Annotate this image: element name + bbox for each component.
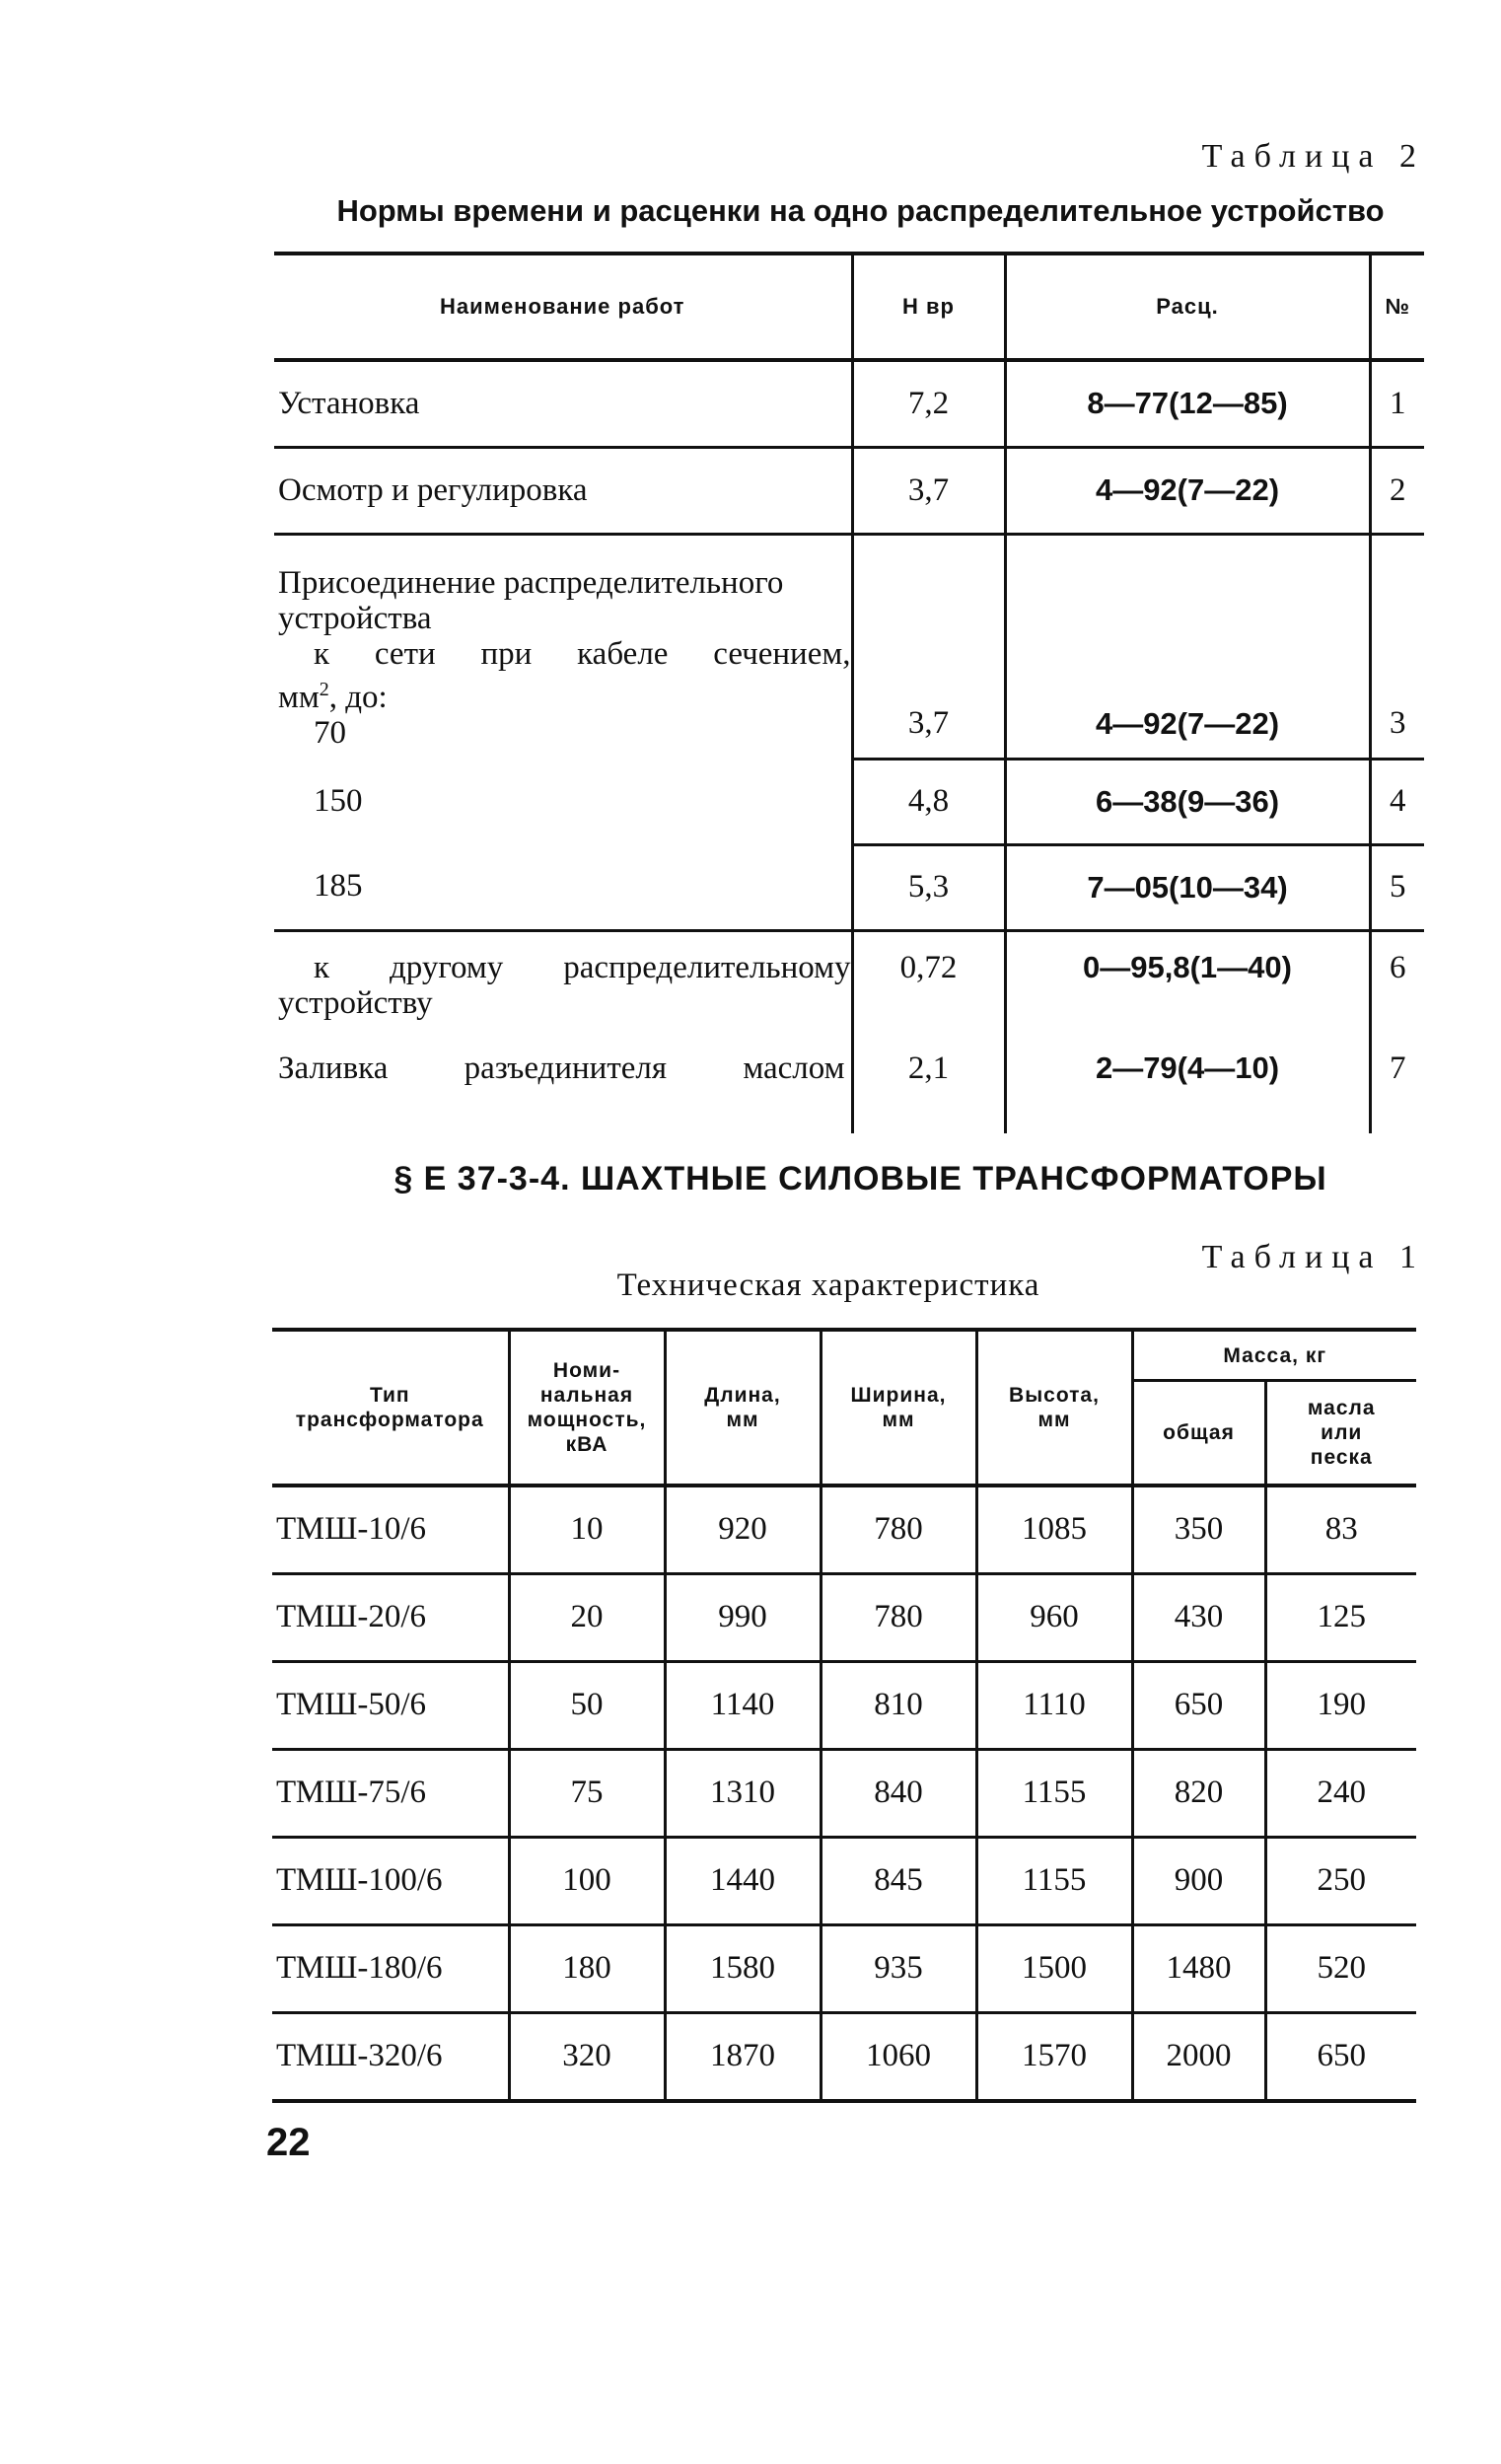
length-value: 920 — [665, 1486, 821, 1574]
width-value: 780 — [821, 1486, 976, 1574]
table1-label: Таблица 1 — [1201, 1239, 1425, 1275]
work-name-line2: устройству — [278, 984, 433, 1021]
section-heading: § Е 37-3-4. ШАХТНЫЕ СИЛОВЫЕ ТРАНСФОРМАТОРЫ — [393, 1160, 1327, 1197]
table-row — [272, 1486, 1416, 1574]
mass-total-value: 350 — [1132, 1486, 1265, 1574]
group-sub-line2 — [278, 672, 851, 715]
work-name: Установка — [274, 360, 852, 447]
transformer-type: ТМШ-180/6 — [272, 1924, 509, 2012]
header-line: мощность, — [527, 1408, 647, 1431]
unit-superscript: 2 — [319, 679, 329, 700]
col-header-mass-total: общая — [1132, 1381, 1265, 1486]
table2-label: Таблица 2 — [1201, 138, 1425, 175]
mass-oil-value: 125 — [1265, 1573, 1416, 1661]
norm-time: 0,72 — [852, 930, 1005, 1051]
norm-time: 7,2 — [852, 360, 1005, 447]
width-value: 1060 — [821, 2012, 976, 2101]
rated-power: 75 — [509, 1749, 665, 1837]
col-header-type — [272, 1330, 509, 1486]
connection-group-cell — [274, 534, 852, 759]
height-value: 1155 — [976, 1837, 1132, 1924]
rate-value: 6—38(9—36) — [1005, 759, 1370, 844]
cable-section: 70 — [314, 715, 346, 751]
height-value: 960 — [976, 1573, 1132, 1661]
col-header-norm-time: Н вр — [852, 254, 1005, 360]
work-name-line1: к другому распределительному — [314, 949, 851, 985]
header-line: Номи- — [552, 1358, 621, 1382]
header-line: нальная — [539, 1383, 634, 1407]
mass-total-value: 900 — [1132, 1837, 1265, 1924]
row-number: 2 — [1370, 447, 1424, 534]
width-value: 845 — [821, 1837, 976, 1924]
col-header-mass-oil — [1265, 1381, 1416, 1486]
norm-time: 3,7 — [852, 447, 1005, 534]
table-row — [274, 930, 1424, 1051]
page-number: 22 — [266, 2121, 311, 2164]
transformer-type: ТМШ-75/6 — [272, 1749, 509, 1837]
length-value: 1440 — [665, 1837, 821, 1924]
width-value: 810 — [821, 1661, 976, 1749]
rated-power: 180 — [509, 1924, 665, 2012]
rated-power: 100 — [509, 1837, 665, 1924]
width-value: 780 — [821, 1573, 976, 1661]
table-row — [272, 2012, 1416, 2101]
rated-power: 10 — [509, 1486, 665, 1574]
table-header-row — [272, 1330, 1416, 1381]
col-header-number: № — [1370, 254, 1424, 360]
header-line: мм — [882, 1408, 915, 1431]
col-header-power — [509, 1330, 665, 1486]
width-value: 935 — [821, 1924, 976, 2012]
mass-oil-value: 83 — [1265, 1486, 1416, 1574]
col-header-rate: Расц. — [1005, 254, 1370, 360]
group-title-line2: устройства — [278, 601, 432, 636]
row-number: 6 — [1390, 949, 1406, 985]
mass-total-value: 820 — [1132, 1749, 1265, 1837]
header-line: Длина, — [704, 1383, 781, 1407]
length-value: 1870 — [665, 2012, 821, 2101]
row-number: 1 — [1370, 360, 1424, 447]
table-header-row — [274, 254, 1424, 360]
row-number: 7 — [1390, 1051, 1406, 1086]
work-name-multiline — [274, 930, 852, 1051]
height-value: 1110 — [976, 1661, 1132, 1749]
height-value: 1570 — [976, 2012, 1132, 2101]
length-value: 990 — [665, 1573, 821, 1661]
rates-table — [274, 252, 1424, 1133]
height-value: 1500 — [976, 1924, 1132, 2012]
height-value: 1155 — [976, 1749, 1132, 1837]
work-name: Заливка разъединителя маслом — [274, 1051, 852, 1133]
table-row — [274, 534, 1424, 759]
mass-oil-value: 650 — [1265, 2012, 1416, 2101]
unit-text: мм — [278, 680, 320, 715]
header-line: кВА — [565, 1432, 608, 1456]
rate-value: 8—77(12—85) — [1005, 360, 1370, 447]
norm-time: 3,7 — [852, 534, 1005, 759]
cable-section: 150 — [274, 759, 852, 844]
col-header-mass: Масса, кг — [1132, 1330, 1416, 1381]
table-row — [274, 844, 1424, 930]
table1-caption: Техническая характеристика — [616, 1268, 1040, 1303]
mass-oil-value: 250 — [1265, 1837, 1416, 1924]
table-row — [274, 759, 1424, 844]
row-number: 4 — [1370, 759, 1424, 844]
width-value: 840 — [821, 1749, 976, 1837]
header-line: мм — [726, 1408, 759, 1431]
header-line: трансформатора — [295, 1408, 484, 1431]
transformer-type: ТМШ-20/6 — [272, 1573, 509, 1661]
rated-power: 320 — [509, 2012, 665, 2101]
table2-title: Нормы времени и расценки на одно распределительное устройство — [336, 193, 1385, 228]
header-line: или — [1321, 1420, 1363, 1444]
mass-total-value: 1480 — [1132, 1924, 1265, 2012]
table-row — [274, 1051, 1424, 1133]
col-header-work-name: Наименование работ — [274, 254, 852, 360]
table-row — [272, 1749, 1416, 1837]
transformer-specs-table — [272, 1328, 1416, 2103]
header-line: Высота, — [1009, 1383, 1100, 1407]
row-number: 5 — [1370, 844, 1424, 930]
col-header-height — [976, 1330, 1132, 1486]
col-header-length — [665, 1330, 821, 1486]
length-value: 1140 — [665, 1661, 821, 1749]
header-line: песка — [1310, 1445, 1373, 1469]
header-line: масла — [1307, 1396, 1376, 1419]
rated-power: 20 — [509, 1573, 665, 1661]
table-row — [272, 1924, 1416, 2012]
rate-value: 4—92(7—22) — [1005, 534, 1370, 759]
mass-oil-value: 520 — [1265, 1924, 1416, 2012]
transformer-type: ТМШ-320/6 — [272, 2012, 509, 2101]
header-line: Тип — [369, 1383, 410, 1407]
length-value: 1310 — [665, 1749, 821, 1837]
unit-suffix: , до: — [328, 680, 388, 715]
mass-total-value: 650 — [1132, 1661, 1265, 1749]
mass-oil-value: 240 — [1265, 1749, 1416, 1837]
table-row — [272, 1837, 1416, 1924]
table-row — [274, 447, 1424, 534]
cable-section: 185 — [274, 844, 852, 930]
rate-value: 7—05(10—34) — [1005, 844, 1370, 930]
mass-oil-value: 190 — [1265, 1661, 1416, 1749]
table-row — [274, 360, 1424, 447]
header-line: Ширина, — [850, 1383, 947, 1407]
table-row — [272, 1573, 1416, 1661]
transformer-type: ТМШ-10/6 — [272, 1486, 509, 1574]
rated-power: 50 — [509, 1661, 665, 1749]
row-number: 3 — [1370, 534, 1424, 759]
header-line: мм — [1037, 1408, 1071, 1431]
norm-time: 2,1 — [852, 1051, 1005, 1133]
length-value: 1580 — [665, 1924, 821, 2012]
col-header-width — [821, 1330, 976, 1486]
work-name: Осмотр и регулировка — [274, 447, 852, 534]
group-sub-line1: к сети при кабеле сечением, — [314, 636, 851, 672]
height-value: 1085 — [976, 1486, 1132, 1574]
group-title-line1: Присоединение распределительного — [278, 565, 784, 601]
transformer-type: ТМШ-50/6 — [272, 1661, 509, 1749]
rate-value: 0—95,8(1—40) — [1005, 930, 1370, 1051]
rate-value: 4—92(7—22) — [1005, 447, 1370, 534]
norm-time: 4,8 — [852, 759, 1005, 844]
rate-value: 2—79(4—10) — [1005, 1051, 1370, 1133]
norm-time: 5,3 — [852, 844, 1005, 930]
mass-total-value: 2000 — [1132, 2012, 1265, 2101]
mass-total-value: 430 — [1132, 1573, 1265, 1661]
transformer-type: ТМШ-100/6 — [272, 1837, 509, 1924]
table-row — [272, 1661, 1416, 1749]
